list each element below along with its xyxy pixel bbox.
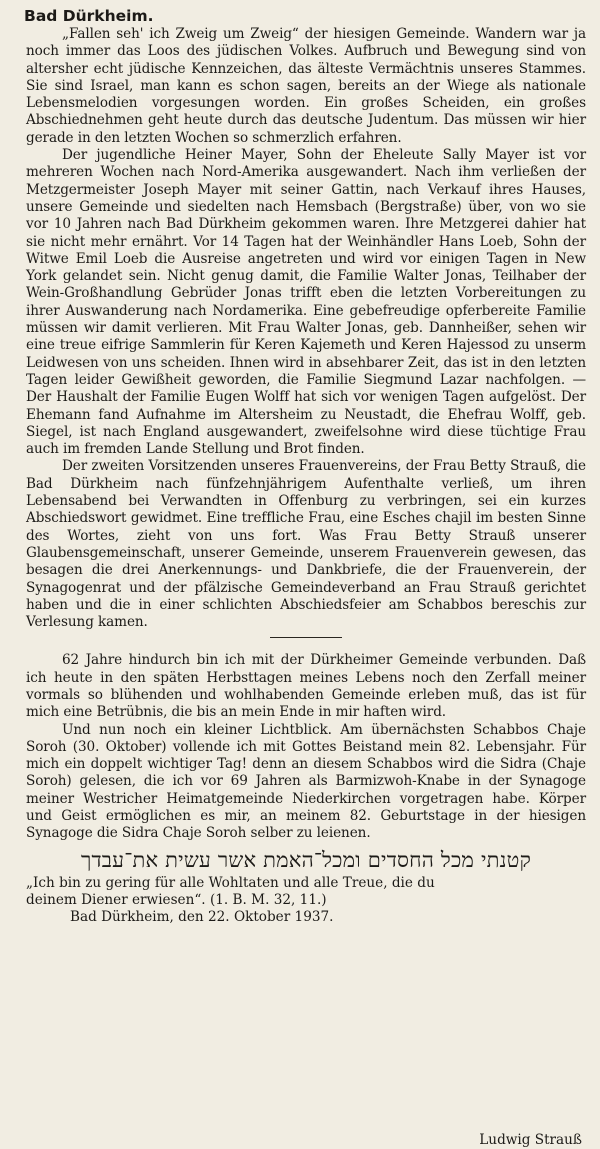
author-signature: Ludwig Strauß — [479, 1132, 582, 1148]
german-quote-line-1: „Ich bin zu gering für alle Wohltaten und alle Treue, die du — [26, 874, 435, 891]
german-quote-line-2: deinem Diener erwiesen“. (1. B. M. 32, 11.) — [26, 891, 327, 908]
hebrew-verse: קטנתי מכל החסדים ומכל־האמת אשר עשית את־עבדך — [80, 847, 532, 872]
paragraph-betty-strauss: Der zweiten Vorsitzenden unseres Frauenvereins, der Frau Betty Strauß, die Bad Dürkheim nach fünfzehnjährigem Aufenthalte verließ, um ihren Lebensabend bei Verwandten in Offenburg zu verbringen, sei ein kurzes Abschiedswort gewidmet. Eine treffliche Frau, eine Esches chajil im besten Sinne des Wortes, zieht von uns fort. Was Frau Betty Strauß unserer Glaubensgemeinschaft, unserer Gemeinde, unserem Frauenverein gewesen, das besagen die drei Anerkennungs- und Dankbriefe, die der Frauenverein, der Synagogenrat und der pfälzische Gemeindeverband an Frau Strauß gerichtet haben und die in einer schlichten Abschiedsfeier am Schabbos bereschis zur Verlesung kamen. — [26, 458, 586, 631]
paragraph-personal-reflection: 62 Jahre hindurch bin ich mit der Dürkheimer Gemeinde verbunden. Daß ich heute in den späten Herbsttagen meines Lebens noch den Zerfall meiner vormals so blühenden und wohlhabenden Gemeinde erleben muß, das ist für mich eine Betrübnis, die bis an mein Ende in mir haften wird. — [26, 652, 586, 721]
article-heading: Bad Dürkheim. — [24, 7, 154, 25]
paragraph-intro: „Fallen seh' ich Zweig um Zweig“ der hiesigen Gemeinde. Wandern war ja noch immer das Loos des jüdischen Volkes. Aufbruch und Bewegung sind von altersher echt jüdische Kennzeichen, das älteste Vermächtnis unseres Stammes. Sie sind Israel, man kann es schon sagen, bereits an der Wiege als nationale Lebensmelodien vorgesungen worden. Ein großes Scheiden, ein großes Abschiednehmen geht heute durch das deutsche Judentum. Das müssen wir hier gerade in den letzten Wochen so schmerzlich erfahren. — [26, 26, 586, 146]
paragraph-birthday: Und nun noch ein kleiner Lichtblick. Am übernächsten Schabbos Chaje Soroh (30. Oktober) vollende ich mit Gottes Beistand mein 82. Lebensjahr. Für mich ein doppelt wichtiger Tag! denn an diesem Schabbos wird die Sidra (Chaje Soroh) gelesen, die ich vor 69 Jahren als Barmizwoh-Knabe in der Synagoge meiner Westricher Heimatgemeinde Niederkirchen vorgetragen habe. Körper und Geist ermöglichen es mir, an meinem 82. Geburtstage in der hiesigen Synagoge die Sidra Chaje Soroh selber zu leienen. — [26, 721, 586, 842]
section-divider — [270, 637, 342, 638]
place-date-line: Bad Dürkheim, den 22. Oktober 1937. — [70, 908, 334, 925]
paragraph-emigrations: Der jugendliche Heiner Mayer, Sohn der Eheleute Sally Mayer ist vor mehreren Wochen nach Nord-Amerika ausgewandert. Nach ihm verließen der Metzgermeister Joseph Mayer mit seiner Gattin, nach Verkauf ihres Hauses, unsere Gemeinde und siedelten nach Hemsbach (Bergstraße) über, von wo sie vor 10 Jahren nach Bad Dürkheim gekommen waren. Ihre Metzgerei dahier hat sie nicht mehr ernährt. Vor 14 Tagen hat der Weinhändler Hans Loeb, Sohn der Witwe Emil Loeb die Ausreise angetreten und wird vor einigen Tagen in New York gelandet sein. Nicht genug damit, die Familie Walter Jonas, Teilhaber der Wein-Großhandlung Gebrüder Jonas trifft eben die letzten Vorbereitungen zu ihrer Auswanderung nach Nordamerika. Eine gebefreudige opferbereite Familie müssen wir damit verlieren. Mit Frau Walter Jonas, geb. Dannheißer, sehen wir eine treue eifrige Sammlerin für Keren Kajemeth und Keren Hajessod zu unserm Leidwesen von uns scheiden. Ihnen wird in absehbarer Zeit, das ist in den letzten Tagen leider Gewißheit geworden, die Familie Siegmund Lazar nachfolgen. — Der Haushalt der Familie Eugen Wolff hat sich vor wenigen Tagen aufgelöst. Der Ehemann fand Aufnahme im Altersheim zu Neustadt, die Ehefrau Wolff, geb. Siegel, ist nach England ausgewandert, zweifelsohne wird diese tüchtige Frau auch im fremden Lande Stellung und Brot finden. — [26, 147, 586, 458]
